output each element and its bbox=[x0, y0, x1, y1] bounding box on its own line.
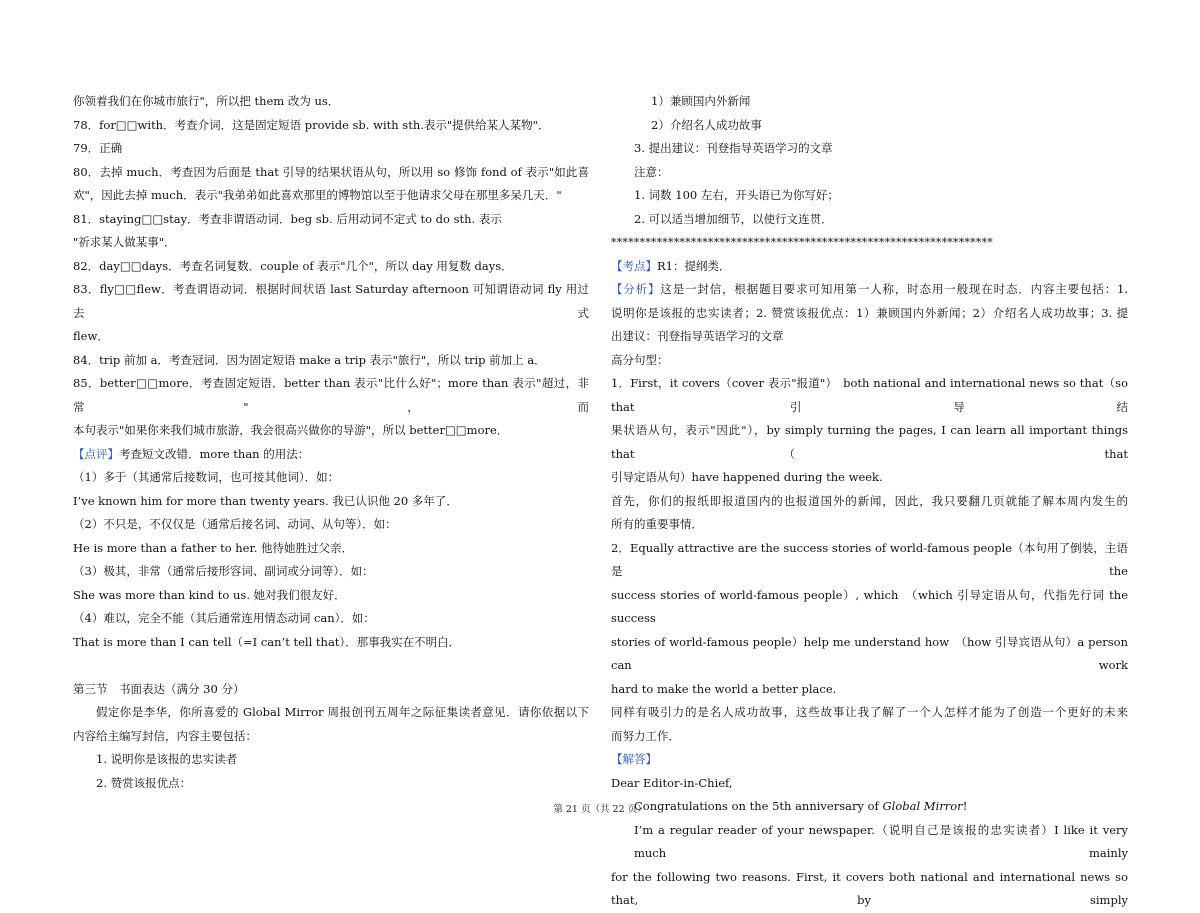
line-text: 3. 提出建议：刊登指导英语学习的文章 bbox=[634, 141, 833, 155]
right-line bbox=[611, 137, 1128, 161]
line-text: 1. 说明你是该报的忠实读者 bbox=[96, 752, 238, 766]
left-line bbox=[73, 513, 589, 537]
line-text: 85．better□□more．考查固定短语．better than 表示"比什么好"；more than 表示"超过，非常"，而 bbox=[73, 376, 589, 414]
line-text: 82．day□□days．考查名词复数．couple of 表示"几个"，所以 day 用复数 days． bbox=[73, 258, 513, 273]
line-text: 而努力工作． bbox=[611, 728, 680, 743]
left-line bbox=[73, 490, 589, 514]
line-text: 考查短文改错．more than 的用法： bbox=[119, 446, 310, 461]
line-text: Dear Editor-in-Chief, bbox=[611, 775, 733, 790]
left-line bbox=[73, 772, 589, 796]
line-text: 高分句型： bbox=[611, 352, 669, 367]
line-text: 83．fly□□flew．考查谓语动词．根据时间状语 last Saturday afternoon 可知谓语动词 fly 用过去式 bbox=[73, 282, 589, 320]
line-text: 第三节 书面表达（满分 30 分） bbox=[73, 681, 245, 696]
left-line bbox=[73, 537, 589, 561]
line-text: She was more than kind to us. 她对我们很友好． bbox=[73, 587, 346, 602]
right-line bbox=[611, 584, 1128, 631]
line-text: He is more than a father to her. 他待她胜过父亲． bbox=[73, 540, 354, 555]
right-line bbox=[611, 490, 1128, 514]
left-line bbox=[73, 560, 589, 584]
line-text: That is more than I can tell（=I can’t tell that）．那事我实在不明白． bbox=[73, 634, 461, 649]
line-text-after: ! bbox=[962, 799, 968, 813]
line-text: 说明你是该报的忠实读者；2. 赞赏该报优点：1）兼顾国内外新闻；2）介绍名人成功故事；3. 提 bbox=[611, 305, 1128, 320]
line-text: I’ve known him for more than twenty years. 我已认识他 20 多年了． bbox=[73, 493, 458, 508]
right-line bbox=[611, 537, 1128, 584]
line-text: 78．for□□with．考查介词．这是固定短语 provide sb. with sth.表示"提供给某人某物"． bbox=[73, 117, 550, 132]
left-line bbox=[73, 208, 589, 232]
line-text: 这是一封信，根据题目要求可知用第一人称，时态用一般现在时态．内容主要包括：1. bbox=[660, 282, 1128, 296]
line-text: （1）多于（其通常后接数词，也可接其他词）．如： bbox=[73, 470, 340, 484]
left-line bbox=[73, 631, 589, 655]
left-line bbox=[73, 255, 589, 279]
left-line bbox=[73, 372, 589, 419]
right-line bbox=[611, 419, 1128, 466]
left-line bbox=[73, 748, 589, 772]
line-text: 同样有吸引力的是名人成功故事，这些故事让我了解了一个人怎样才能为了创造一个更好的未来 bbox=[611, 705, 1128, 719]
left-line bbox=[73, 137, 589, 161]
right-line bbox=[611, 866, 1128, 913]
line-text: 欢"，因此去掉 much．表示"我弟弟如此喜欢那里的博物馆以至于他请求父母在那里多呆几天．" bbox=[73, 188, 562, 202]
line-text: （4）难以，完全不能（其后通常连用情态动词 can）．如： bbox=[73, 611, 375, 625]
left-line bbox=[73, 325, 589, 349]
right-line bbox=[611, 208, 1128, 232]
right-line bbox=[611, 466, 1128, 490]
line-text: 出建议：刊登指导英语学习的文章 bbox=[611, 329, 784, 343]
line-text: （2）不只是，不仅仅是（通常后接名词、动词、从句等）．如： bbox=[73, 517, 397, 531]
left-line bbox=[73, 278, 589, 325]
left-line bbox=[73, 701, 589, 725]
line-text: 你领着我们在你城市旅行"，所以把 them 改为 us． bbox=[73, 94, 340, 108]
right-line bbox=[611, 161, 1128, 185]
line-text: 内容给主编写封信，内容主要包括： bbox=[73, 728, 257, 743]
line-text: 2. 赞赏该报优点： bbox=[96, 775, 192, 790]
line-text: 80．去掉 much．考查因为后面是 that 引导的结果状语从句，所以用 so 修饰 fond of 表示"如此喜 bbox=[73, 164, 589, 179]
right-line bbox=[611, 278, 1128, 302]
left-line bbox=[73, 231, 589, 255]
line-text: 1）兼顾国内外新闻 bbox=[651, 94, 751, 108]
right-line bbox=[611, 255, 1128, 279]
left-line bbox=[73, 161, 589, 185]
right-line bbox=[611, 701, 1128, 725]
section-tag: 【考点】 bbox=[611, 258, 657, 273]
line-text: 2．Equally attractive are the success stories of world-famous people（本句用了倒装，主语是 the bbox=[611, 540, 1128, 578]
left-line bbox=[73, 184, 589, 208]
line-text: 果状语从句，表示"因此"），by simply turning the pages, I can learn all important things that（ that bbox=[611, 423, 1128, 461]
line-text: 引导定语从句）have happened during the week. bbox=[611, 470, 883, 484]
line-text: 所有的重要事情． bbox=[611, 517, 703, 531]
line-text: （3）极其，非常（通常后接形容词、副词或分词等）．如： bbox=[73, 564, 374, 578]
right-line bbox=[611, 513, 1128, 537]
left-line bbox=[73, 654, 589, 678]
right-line bbox=[611, 631, 1128, 678]
line-text: 81．staying□□stay．考查非谓语动词．beg sb. 后用动词不定式 to do sth. 表示 bbox=[73, 211, 502, 226]
right-line bbox=[611, 819, 1128, 866]
line-text: 首先，你们的报纸即报道国内的也报道国外的新闻，因此，我只要翻几页就能了解本周内发生的 bbox=[611, 493, 1128, 508]
line-text: 1．First，it covers（cover 表示"报道"） both national and international news so that（so that 引导结 bbox=[611, 376, 1128, 414]
section-tag: 【分析】 bbox=[611, 282, 661, 296]
line-text: 2. 可以适当增加细节，以使行文连贯． bbox=[634, 211, 833, 226]
line-text: flew． bbox=[73, 329, 109, 343]
line-text: 假定你是李华，你所喜爱的 Global Mirror 周报创刊五周年之际征集读者意见．请你依据以下 bbox=[96, 705, 589, 719]
left-line bbox=[73, 90, 589, 114]
right-line bbox=[611, 349, 1128, 373]
line-text: Congratulations on the 5th anniversary of bbox=[634, 799, 883, 813]
left-column bbox=[73, 90, 589, 795]
line-text: success stories of world-famous people）, which （which 引导定语从句，代指先行词 the success bbox=[611, 587, 1128, 625]
line-text: 79．正确 bbox=[73, 141, 123, 155]
right-line bbox=[611, 302, 1128, 326]
right-line bbox=[611, 748, 1128, 772]
line-text: 2）介绍名人成功故事 bbox=[651, 117, 762, 132]
left-line bbox=[73, 584, 589, 608]
section-tag: 【点评】 bbox=[73, 446, 119, 461]
line-text: stories of world-famous people）help me understand how （how 引导宾语从句）a person can work bbox=[611, 634, 1128, 672]
line-text: "祈求某人做某事"． bbox=[73, 235, 176, 249]
right-line bbox=[611, 184, 1128, 208]
line-text: 1. 词数 100 左右，开头语已为你写好； bbox=[634, 188, 839, 202]
line-text: 本句表示"如果你来我们城市旅游，我会很高兴做你的导游"，所以 better□□more． bbox=[73, 423, 509, 437]
left-line bbox=[73, 678, 589, 702]
line-text: I’m a regular reader of your newspaper.（说明自己是该报的忠实读者）I like it very much mainly bbox=[634, 822, 1128, 860]
right-line bbox=[611, 114, 1128, 138]
left-line bbox=[73, 349, 589, 373]
right-line bbox=[611, 325, 1128, 349]
line-text: ******************************************************************* bbox=[611, 236, 993, 249]
italic-title: Global Mirror bbox=[882, 799, 963, 813]
left-line bbox=[73, 443, 589, 467]
line-text: hard to make the world a better place. bbox=[611, 681, 837, 696]
right-line bbox=[611, 772, 1128, 796]
left-line bbox=[73, 419, 589, 443]
right-line bbox=[611, 90, 1128, 114]
line-text: for the following two reasons. First, it covers both national and international news so that, by simply bbox=[611, 869, 1128, 907]
left-line bbox=[73, 725, 589, 749]
right-line bbox=[611, 725, 1128, 749]
line-text: R1：提纲类． bbox=[657, 258, 731, 273]
right-line bbox=[611, 372, 1128, 419]
right-line bbox=[611, 678, 1128, 702]
line-text: 注意： bbox=[634, 164, 669, 179]
right-line bbox=[611, 231, 1128, 255]
page-footer: 第 21 页（共 22 页） bbox=[553, 804, 647, 815]
left-line bbox=[73, 114, 589, 138]
right-column bbox=[611, 90, 1128, 913]
left-line bbox=[73, 607, 589, 631]
left-line bbox=[73, 466, 589, 490]
line-text: 84．trip 前加 a．考查冠词．因为固定短语 make a trip 表示"旅行"，所以 trip 前加上 a． bbox=[73, 352, 546, 367]
section-tag: 【解答】 bbox=[611, 752, 657, 766]
